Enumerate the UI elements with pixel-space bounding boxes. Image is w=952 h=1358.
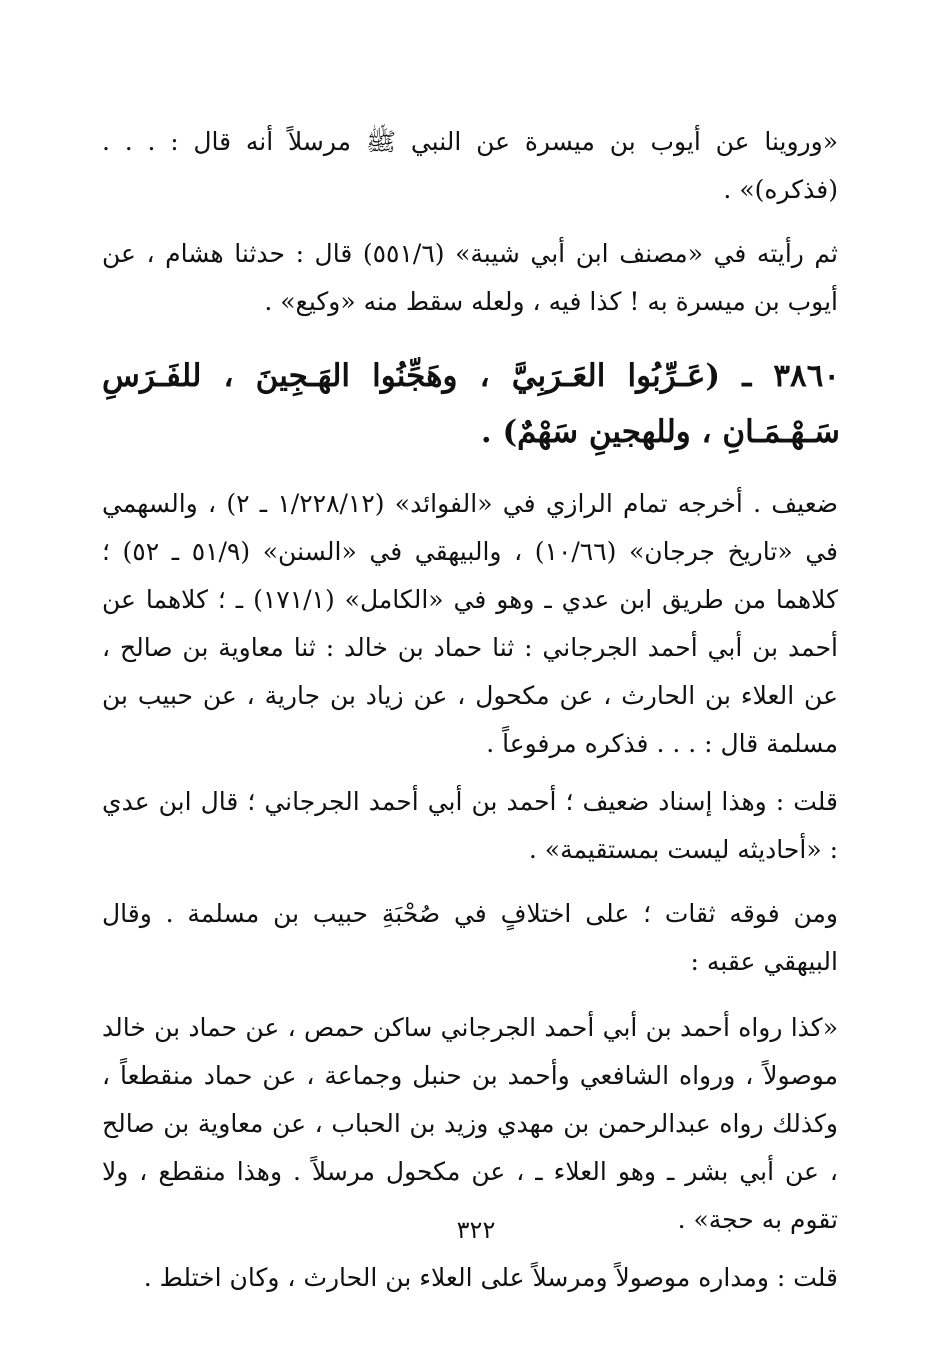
- page-number: ٣٢٢: [456, 1216, 496, 1244]
- paragraph-musannaf-reference: ثم رأيته في «مصنف ابن أبي شيبة» (٥٥١/٦) قال : حدثنا هشام ، عن أيوب بن ميسرة به ! كذا فيه ، ولعله سقط منه «وكيع» .: [102, 239, 839, 316]
- paragraph-thiqat: ومن فوقه ثقات ؛ على اختلافٍ في صُحْبَةِ حبيب بن مسلمة . وقال البيهقي عقبه :: [102, 899, 838, 976]
- paragraph-takhrij: ضعيف . أخرجه تمام الرازي في «الفوائد» (١/٢٢٨/١٢ ـ ٢) ، والسهمي في «تاريخ جرجان» (١٠/٦٦) ، والبيهقي في «السنن» (٥١/٩ ـ ٥٢) ؛ كلاهما من طريق ابن عدي ـ وهو في «الكامل» (١٧١/١) ـ ؛ كلاهما عن أحمد بن أبي أحمد الجرجاني : ثنا حماد بن خالد : ثنا معاوية بن صالح ، عن العلاء بن الحارث ، عن مكحول ، عن زياد بن جارية ، عن حبيب بن مسلمة قال : . . . فذكره مرفوعاً .: [102, 489, 839, 758]
- quote-paragraph-bayhaqi: «كذا رواه أحمد بن أبي أحمد الجرجاني ساكن حمص ، عن حماد بن خالد موصولاً ، ورواه الشافعي وأحمد بن حنبل وجماعة ، عن حماد منقطعاً ، وكذلك رواه عبدالرحمن بن مهدي وزيد بن الحباب ، عن معاوية بن صالح ، عن أبي بشر ـ وهو العلاء ـ ، عن مكحول مرسلاً . وهذا منقطع ، ولا تقوم به حجة» .: [102, 1013, 838, 1234]
- paragraph-isnad-weak: قلت : وهذا إسناد ضعيف ؛ أحمد بن أبي أحمد الجرجاني ؛ قال ابن عدي : «أحاديثه ليست بمستقيمة» .: [102, 787, 838, 864]
- quote-paragraph-mursal: «وروينا عن أيوب بن ميسرة عن النبي ﷺ مرسلاً أنه قال : . . . (فذكره)» .: [102, 127, 838, 204]
- hadith-heading-3860: ٣٨٦٠ ـ (عَـرِّبُوا العَـرَبِيَّ ، وهَجِّنُوا الهَـجِينَ ، للفَـرَسِ سَـهْـمَـانِ ، وللهجينِ سَهْمٌ) .: [102, 358, 840, 450]
- paragraph-conclusion: قلت : ومداره موصولاً ومرسلاً على العلاء بن الحارث ، وكان اختلط .: [143, 1263, 838, 1292]
